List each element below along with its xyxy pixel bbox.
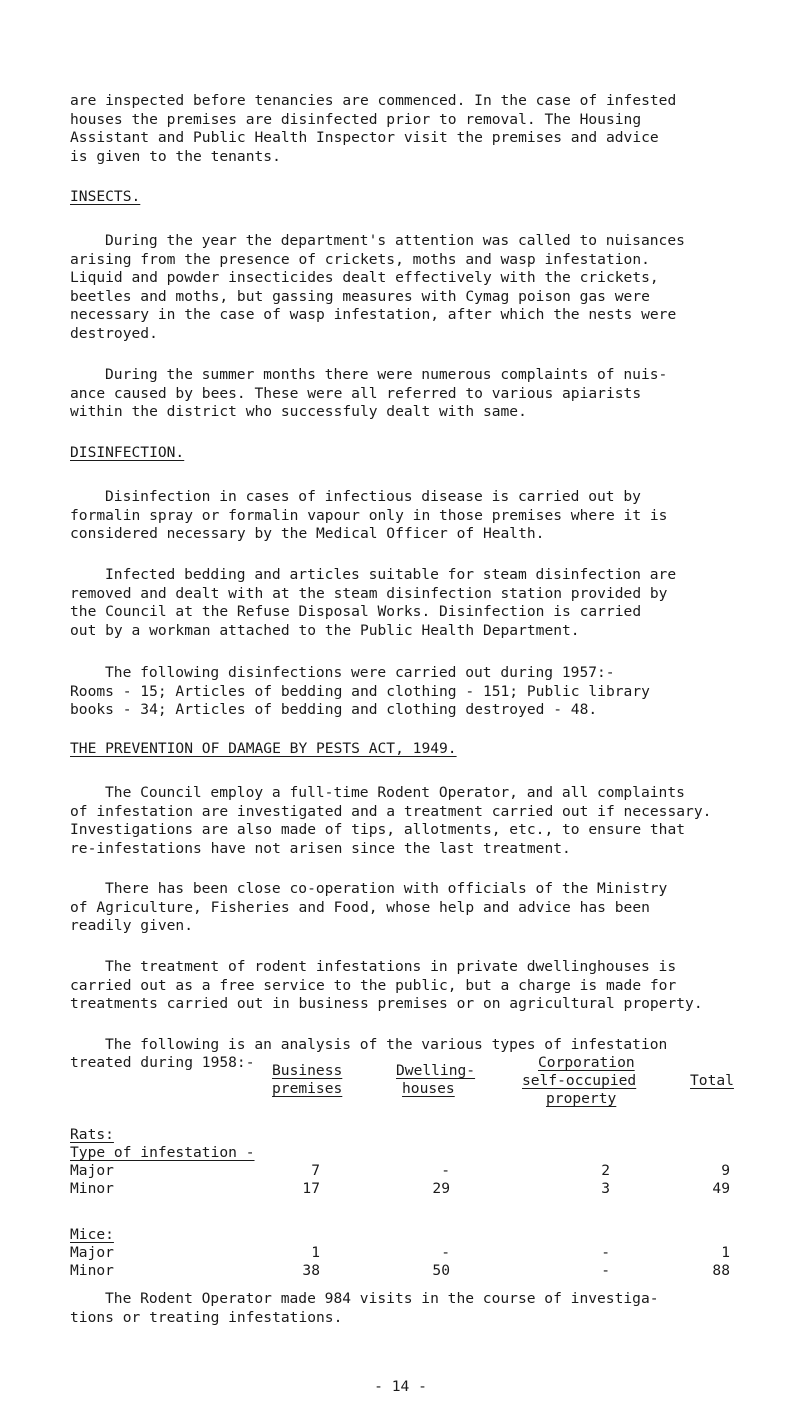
rats-major-dwelling: - (441, 1162, 450, 1179)
text-line: beetles and moths, but gassing measures with Cymag poison gas were (70, 287, 650, 305)
closing-paragraph (70, 1290, 760, 1327)
text-line: During the summer months there were numerous complaints of nuis- (105, 366, 668, 383)
table-intro-line-2: treated during 1958:- (70, 1054, 255, 1071)
text-line: ance caused by bees. These were all referred to various apiarists (70, 384, 642, 402)
disinfection-paragraph-3 (70, 664, 760, 720)
mice-minor-label: Minor (70, 1262, 114, 1279)
mice-minor-total: 88 (712, 1262, 730, 1279)
text-line: Disinfection in cases of infectious disease is carried out by (105, 488, 641, 505)
text-line: destroyed. (70, 324, 158, 342)
text-line: The Rodent Operator made 984 visits in the course of investiga- (105, 1290, 659, 1307)
text-line: Infected bedding and articles suitable for steam disinfection are (105, 566, 677, 583)
mice-major-corporation: - (601, 1244, 610, 1261)
text-line: The Council employ a full-time Rodent Operator, and all complaints (105, 784, 685, 801)
mice-minor-corporation: - (601, 1262, 610, 1279)
header-total: Total (690, 1072, 734, 1089)
mice-label: Mice: (70, 1226, 114, 1243)
pests-paragraph-1 (70, 784, 760, 858)
insects-paragraph-1 (70, 232, 760, 343)
pests-paragraph-2 (70, 880, 760, 936)
disinfection-paragraph-2 (70, 566, 760, 640)
rats-major-total: 9 (721, 1162, 730, 1179)
rats-minor-corporation: 3 (601, 1180, 610, 1197)
text-line: considered necessary by the Medical Officer of Health. (70, 525, 545, 542)
text-line: houses the premises are disinfected prior to removal. The Housing (70, 110, 642, 128)
type-of-infestation-label (70, 1144, 255, 1162)
type-label-text: Type of infestation - (70, 1144, 255, 1161)
text-line: is given to the tenants. (70, 147, 281, 165)
disinfection-paragraph-1 (70, 488, 760, 544)
rats-major-business: 7 (311, 1162, 320, 1179)
text-line: There has been close co-operation with officials of the Ministry (105, 880, 668, 897)
header-corporation-line-1: Corporation (538, 1054, 635, 1071)
text-line: tions or treating infestations. (70, 1308, 343, 1326)
header-corporation-line-3: property (546, 1090, 617, 1107)
rats-major-corporation: 2 (601, 1162, 610, 1179)
header-dwelling-line-1: Dwelling- (396, 1062, 476, 1079)
text-line: out by a workman attached to the Public Health Department. (70, 621, 580, 639)
rats-minor-business: 17 (302, 1180, 320, 1197)
section-heading-disinfection: DISINFECTION. (70, 444, 185, 461)
section-heading-pests-act: THE PREVENTION OF DAMAGE BY PESTS ACT, 1949. (70, 740, 457, 757)
text-line: The following disinfections were carried out during 1957:- (105, 664, 615, 681)
text-line: formalin spray or formalin vapour only in those premises where it is (70, 506, 668, 524)
text-line: Assistant and Public Health Inspector visit the premises and advice (70, 129, 659, 146)
text-line: Investigations are also made of tips, allotments, etc., to ensure that (70, 821, 686, 838)
text-line: Rooms - 15; Articles of bedding and clothing - 151; Public library (70, 682, 650, 700)
text-line: are inspected before tenancies are commenced. In the case of infested (70, 92, 677, 109)
text-line: of Agriculture, Fisheries and Food, whose help and advice has been (70, 898, 650, 916)
rats-major-label: Major (70, 1162, 114, 1179)
header-dwelling-line-2: houses (402, 1080, 455, 1097)
mice-minor-dwelling: 50 (432, 1262, 450, 1279)
text-line: re-infestations have not arisen since the last treatment. (70, 839, 571, 857)
text-line: arising from the presence of crickets, moths and wasp infestation. (70, 250, 650, 268)
header-corporation-line-2: self-occupied (522, 1072, 637, 1089)
rats-minor-total: 49 (712, 1180, 730, 1197)
text-line: within the district who successfuly dealt with same. (70, 403, 527, 420)
insects-paragraph-2 (70, 366, 760, 422)
text-line: the Council at the Refuse Disposal Works. Disinfection is carried (70, 603, 642, 620)
rats-minor-label: Minor (70, 1180, 114, 1197)
header-business-line-1: Business (272, 1062, 343, 1079)
mice-major-dwelling: - (441, 1244, 450, 1261)
text-line: treatments carried out in business premises or on agricultural property. (70, 995, 703, 1012)
text-line: The treatment of rodent infestations in private dwellinghouses is (105, 958, 677, 975)
mice-major-total: 1 (721, 1244, 730, 1261)
mice-minor-business: 38 (302, 1262, 320, 1279)
text-line: of infestation are investigated and a treatment carried out if necessary. (70, 802, 712, 820)
rats-label: Rats: (70, 1126, 114, 1143)
text-line: carried out as a free service to the public, but a charge is made for (70, 976, 677, 994)
text-line: During the year the department's attention was called to nuisances (105, 232, 685, 249)
text-line: Liquid and powder insecticides dealt effectively with the crickets, (70, 269, 659, 286)
intro-paragraph (70, 92, 760, 166)
section-heading-insects: INSECTS. (70, 188, 141, 205)
mice-major-label: Major (70, 1244, 114, 1261)
page-number: - 14 - (374, 1378, 427, 1395)
rats-minor-dwelling: 29 (432, 1180, 450, 1197)
pests-paragraph-3 (70, 958, 760, 1014)
header-business-line-2: premises (272, 1080, 343, 1097)
text-line: necessary in the case of wasp infestation, after which the nests were (70, 306, 677, 323)
text-line: readily given. (70, 917, 194, 934)
table-intro-line-1: The following is an analysis of the various types of infestation (105, 1036, 668, 1053)
mice-major-business: 1 (311, 1244, 320, 1261)
text-line: removed and dealt with at the steam disinfection station provided by (70, 584, 668, 602)
text-line: books - 34; Articles of bedding and clothing destroyed - 48. (70, 701, 598, 718)
